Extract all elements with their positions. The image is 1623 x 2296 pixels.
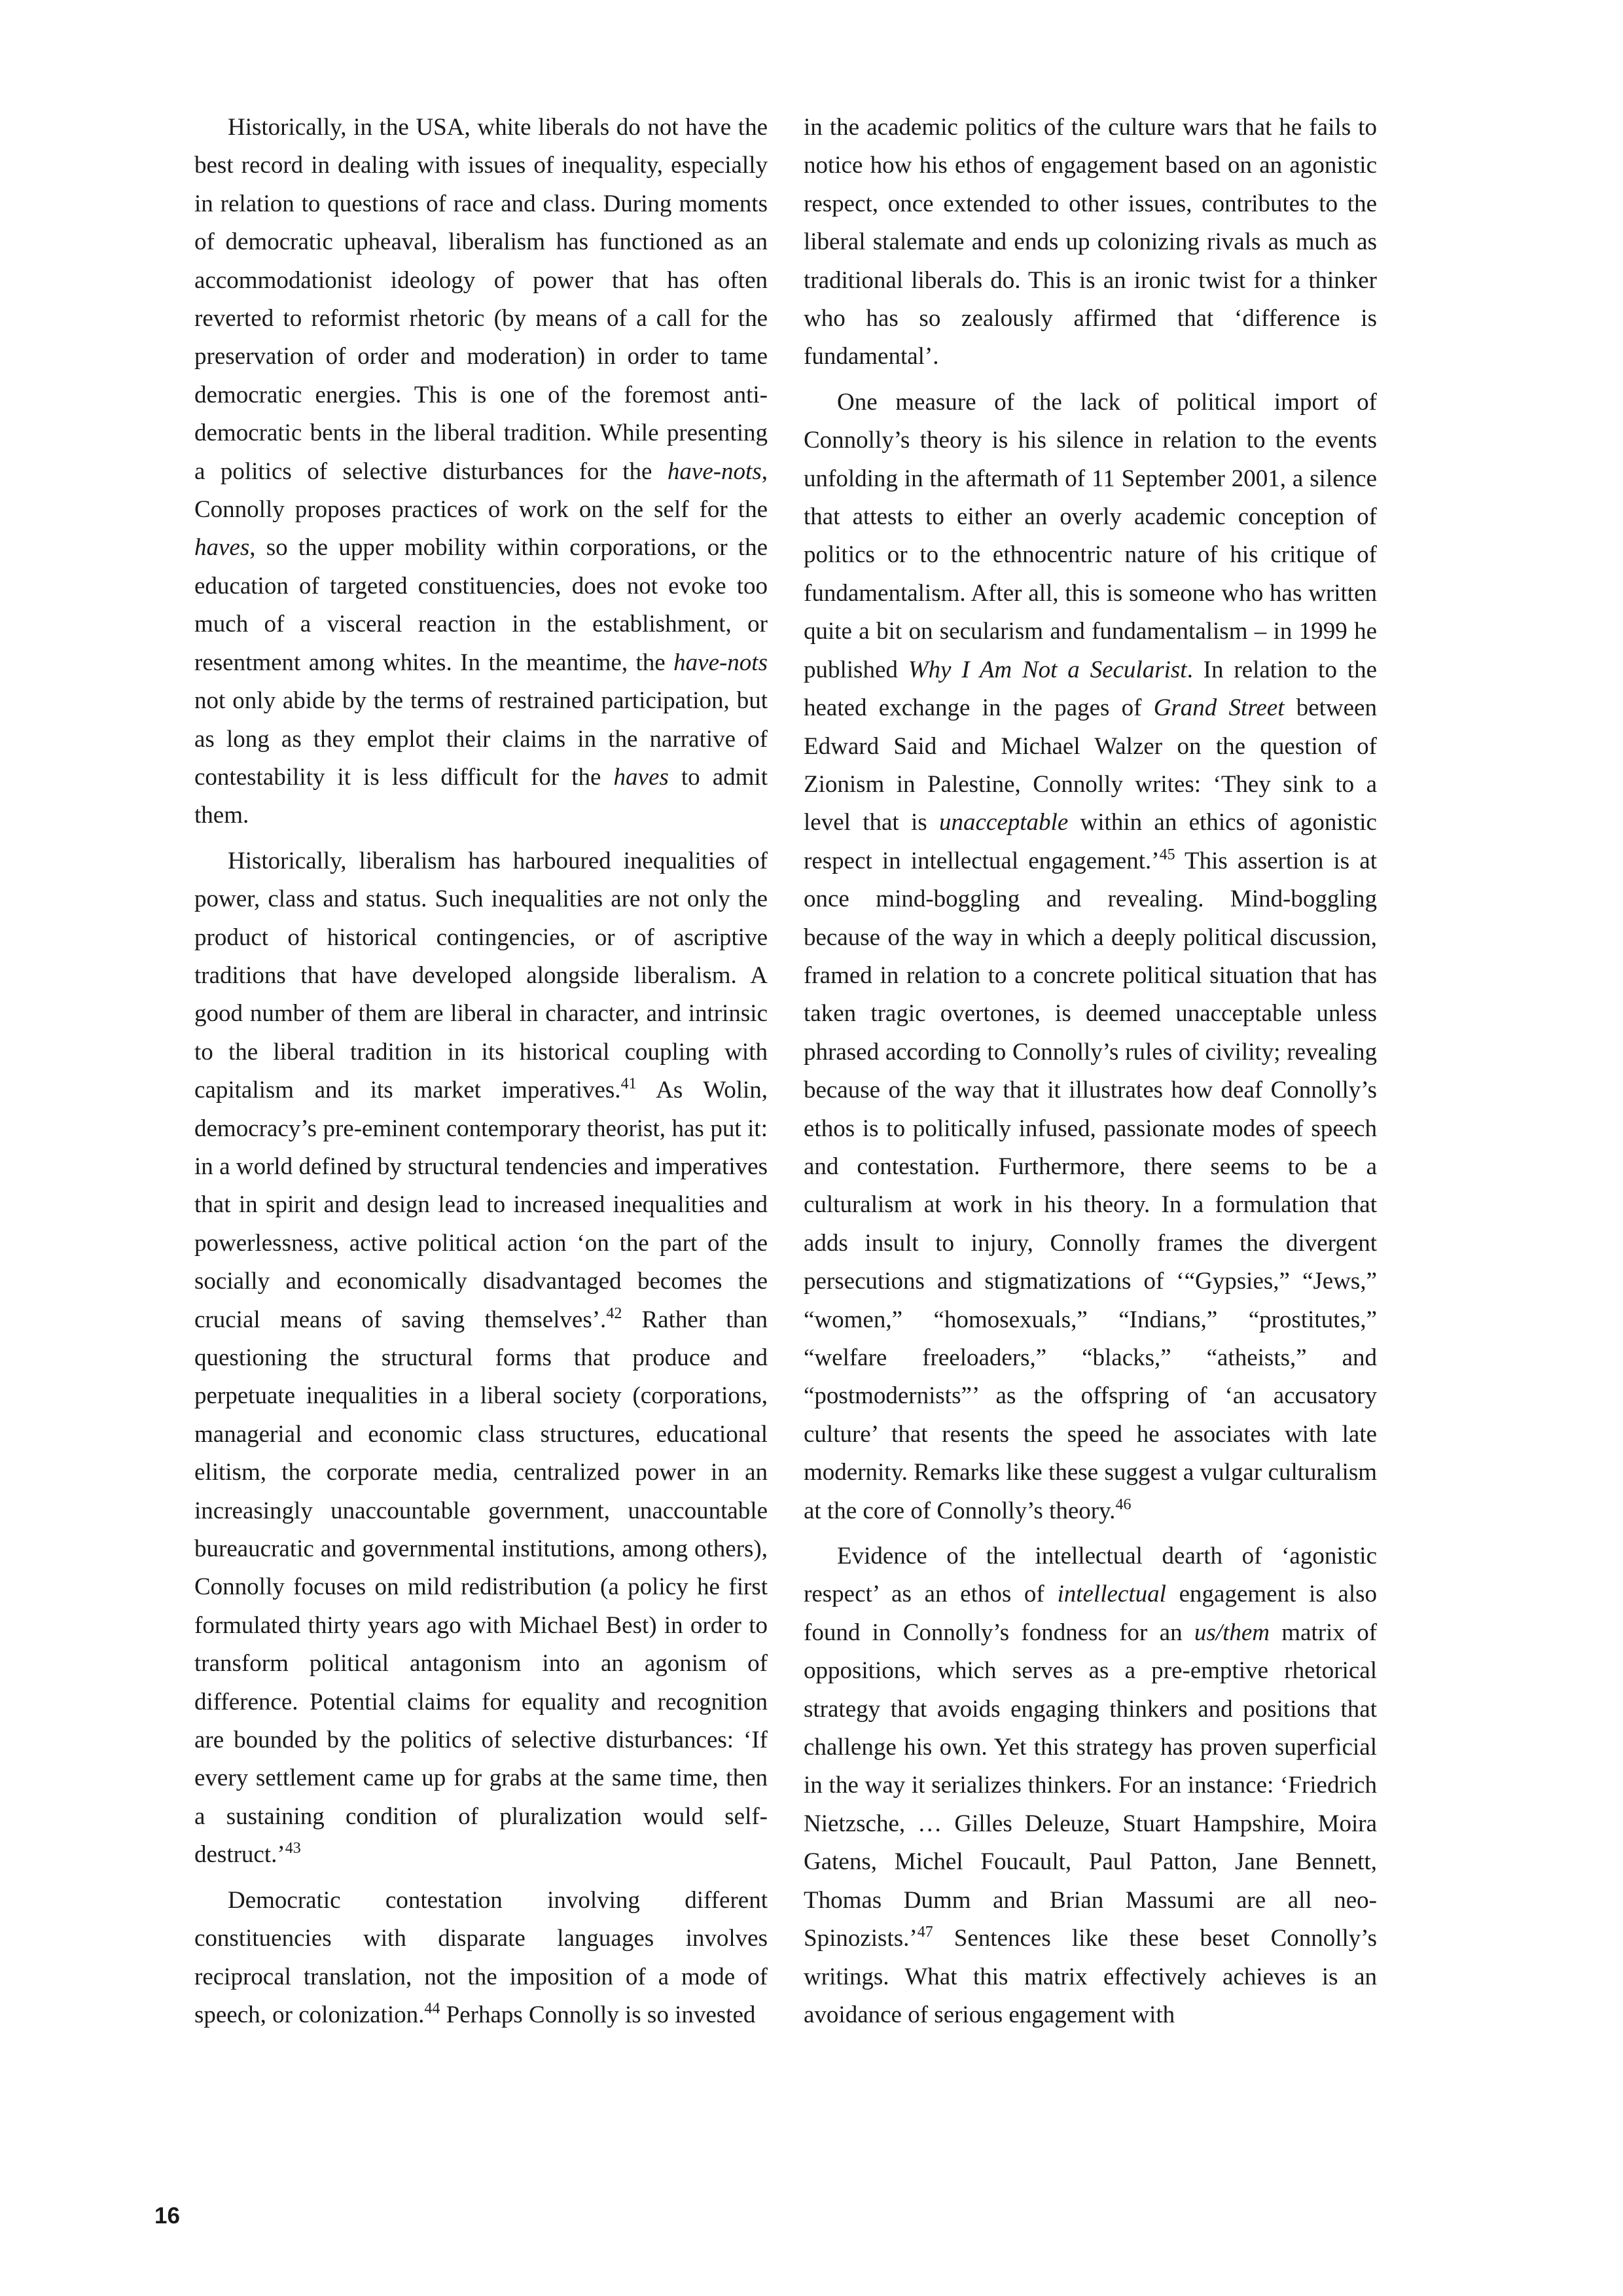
footnote-ref: 44 bbox=[424, 2000, 440, 2017]
paragraph: One measure of the lack of political import of Connolly’s theory is his silence in relation to the events unfolding in the aftermath of 11 September 2001, a silence that attests to either an overly academic conception of politics or to the ethnocentric nature of his critique of fundamentalism. After all, this is someone who has written quite a bit on secularism and fundamentalism – in 1999 he published Why I Am Not a Secularist. In relation to the heated exchange in the pages of Grand Street between Edward Said and Michael Walzer on the question of Zionism in Palestine, Connolly writes: ‘They sink to a level that is unacceptable within an ethics of agonistic respect in intellectual engagement.’$^{45}$ This assertion is at once mind-boggling and revealing. Mind-boggling because of the way in which a deeply political discussion, framed in relation to a concrete political situation that has taken tragic overtones, is deemed unacceptable unless phrased according to Connolly’s rules of civility; revealing because of the way that it illustrates how deaf Connolly’s ethos is to politically infused, passionate modes of speech and contestation. Furthermore, there seems to be a culturalism at work in his theory. In a formulation that adds insult to injury, Connolly frames the divergent persecutions and stigmatizations of ‘“Gypsies,” “Jews,” “women,” “homosexuals,” “Indians,” “prostitutes,” “welfare freeloaders,” “blacks,” “atheists,” and “postmodernists”’ as the offspring of ‘an accusatory culture’ that resents the speed he associates with late modernity. Remarks like these suggest a vulgar culturalism at the core of Connolly’s theory.$^{46}$ bbox=[804, 388, 1377, 1524]
page-number: 16 bbox=[154, 2203, 180, 2229]
footnote-ref: 42 bbox=[606, 1304, 622, 1322]
paragraph: Historically, in the USA, white liberals do not have the best record in dealing with issues of inequality, especially in relation to questions of race and class. During moments of democratic upheaval, liberalism has functioned as an accommodationist ideology of power that has often reverted to reformist rhetoric (by means of a call for the preservation of order and moderation) in order to tame democratic energies. This is one of the foremost anti-democratic bents in the liberal tradition. While presenting a politics of selective disturbances for the have-nots, Connolly proposes practices of work on the self for the haves, so the upper mobility within corporations, or the education of targeted constituencies, does not evoke too much of a visceral reaction in the establishment, or resentment among whites. In the meantime, the have-nots not only abide by the terms of restrained participation, but as long as they emplot their claims in the narrative of contestability it is less difficult for the haves to admit them. bbox=[194, 114, 768, 829]
footnote-ref: 47 bbox=[917, 1924, 933, 1941]
paragraph: Historically, liberalism has harboured inequalities of power, class and status. Such inequalities are not only the product of historical contingencies, or of ascriptive traditions that have developed alongside liberalism. A good number of them are liberal in character, and intrinsic to the liberal tradition in its historical coupling with capitalism and its market imperatives.$^{41}$ As Wolin, democracy’s pre-eminent contemporary theorist, has put it: in a world defined by structural tendencies and imperatives that in spirit and design lead to increased inequalities and powerlessness, active political action ‘on the part of the socially and economically disadvantaged becomes the crucial means of saving themselves’.$^{42}$ Rather than questioning the structural forms that produce and perpetuate inequalities in a liberal society (corporations, managerial and economic class structures, educational elitism, the corporate media, centralized power in an increasingly unaccountable government, unaccountable bureaucratic and governmental institutions, among others), Connolly focuses on mild redistribution (a policy he first formulated thirty years ago with Michael Best) in order to transform political antagonism into an agonism of difference. Potential claims for equality and recognition are bounded by the politics of selective disturbances: ‘If every settlement came up for grabs at the same time, then a sustaining condition of pluralization would self-destruct.’$^{43}$ bbox=[194, 847, 768, 1869]
footnote-ref: 45 bbox=[1159, 846, 1175, 863]
paragraph-continued: in the academic politics of the culture wars that he fails to notice how his ethos of engagement based on an agonistic respect, once extended to other issues, contributes to the liberal stalemate and ends up colonizing rivals as much as traditional liberals do. This is an ironic twist for a thinker who has so zealously affirmed that ‘difference is fundamental’. bbox=[804, 114, 1377, 370]
footnote-ref: 41 bbox=[620, 1075, 637, 1093]
footnote-ref: 43 bbox=[285, 1840, 301, 1857]
paragraph: Democratic contestation involving different constituencies with disparate languages involves reciprocal translation, not the imposition of a mode of speech, or colonization.$^{44}$ Perhaps Connolly is so invested bbox=[194, 1886, 768, 2028]
paragraph: Evidence of the intellectual dearth of ‘agonistic respect’ as an ethos of intellectual engagement is also found in Connolly’s fondness for an us/them matrix of oppositions, which serves as a pre-emptive rhetorical strategy that avoids engaging thinkers and positions that challenge his own. Yet this strategy has proven superficial in the way it serializes thinkers. For an instance: ‘Friedrich Nietzsche, … Gilles Deleuze, Stuart Hampshire, Moira Gatens, Michel Foucault, Paul Patton, Jane Bennett, Thomas Dumm and Brian Massumi are all neo-Spinozists.’$^{47}$ Sentences like these beset Connolly’s writings. What this matrix effectively achieves is an avoidance of serious engagement with bbox=[804, 1543, 1378, 2028]
left-column bbox=[194, 109, 768, 2041]
right-column bbox=[804, 109, 1377, 2041]
footnote-ref: 46 bbox=[1115, 1496, 1132, 1513]
